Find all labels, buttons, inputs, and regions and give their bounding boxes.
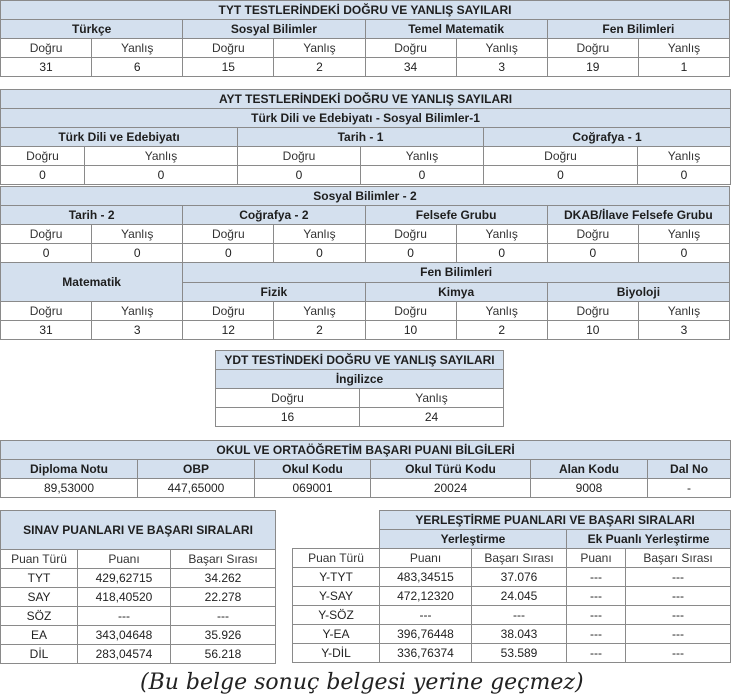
col-dogru: Doğru [1, 39, 92, 58]
sinav-header-puan: Puanı [78, 550, 171, 569]
col-dogru: Doğru [1, 302, 92, 321]
col-yanlis: Yanlış [638, 302, 729, 321]
ayt-cografya2-yanlis: 0 [274, 244, 365, 263]
ayt-group1-title: Türk Dili ve Edebiyatı - Sosyal Bilimler-1 [1, 109, 731, 128]
okul-header-obp: OBP [138, 460, 255, 479]
ayt-table-2 [0, 186, 730, 340]
ayt-subject-cografya1: Coğrafya - 1 [484, 128, 731, 147]
ayt-felsefe-yanlis: 0 [456, 244, 547, 263]
col-dogru: Doğru [365, 39, 456, 58]
tyt-table [0, 0, 730, 77]
sinav-basari-sirasi: --- [171, 607, 276, 626]
col-dogru: Doğru [1, 225, 92, 244]
yerlestirme-title: YERLEŞTİRME PUANLARI VE BAŞARI SIRALARI [380, 511, 731, 530]
yerlestirme-basari-sirasi: 37.076 [472, 568, 567, 587]
sinav-basari-sirasi: 56.218 [171, 645, 276, 664]
footer-caption: (Bu belge sonuç belgesi yerine geçmez) [140, 670, 584, 695]
yerlestirme-header-tur: Puan Türü [293, 549, 380, 568]
yerlestirme-puani: 472,12320 [380, 587, 472, 606]
okul-alan-kodu: 9008 [531, 479, 648, 498]
col-dogru: Doğru [238, 147, 361, 166]
sinav-table [0, 510, 276, 664]
col-yanlis: Yanlış [361, 147, 484, 166]
table-row [293, 606, 731, 625]
ayt-matematik-yanlis: 3 [92, 321, 183, 340]
sinav-basari-sirasi: 34.262 [171, 569, 276, 588]
col-yanlis: Yanlış [274, 225, 365, 244]
table-row [293, 644, 731, 663]
table-row [1, 588, 276, 607]
tyt-subject-turkce: Türkçe [1, 20, 183, 39]
table-row [1, 645, 276, 664]
sinav-puan-turu: DİL [1, 645, 78, 664]
ayt-dkab-dogru: 0 [547, 244, 638, 263]
yerlestirme-header-sira: Başarı Sırası [472, 549, 567, 568]
tyt-turkce-yanlis: 6 [92, 58, 183, 77]
col-dogru: Doğru [547, 39, 638, 58]
sinav-puan-turu: SÖZ [1, 607, 78, 626]
col-yanlis: Yanlış [360, 389, 504, 408]
tyt-subject-sosyal: Sosyal Bilimler [183, 20, 365, 39]
sinav-puan-turu: EA [1, 626, 78, 645]
ayt-biyoloji-yanlis: 3 [638, 321, 729, 340]
ayt-subject-edebiyat: Türk Dili ve Edebiyatı [1, 128, 238, 147]
ek-basari-sirasi: --- [626, 587, 731, 606]
okul-header-diploma: Diploma Notu [1, 460, 138, 479]
sinav-puan-turu: TYT [1, 569, 78, 588]
ayt-group2-title: Sosyal Bilimler - 2 [1, 187, 730, 206]
sinav-basari-sirasi: 35.926 [171, 626, 276, 645]
tyt-fen-dogru: 19 [547, 58, 638, 77]
col-dogru: Doğru [365, 225, 456, 244]
ydt-dogru: 16 [216, 408, 360, 427]
ayt-matematik-dogru: 31 [1, 321, 92, 340]
ayt-cografya1-dogru: 0 [484, 166, 638, 185]
col-yanlis: Yanlış [274, 39, 365, 58]
ydt-title: YDT TESTİNDEKİ DOĞRU VE YANLIŞ SAYILARI [216, 351, 504, 370]
tyt-sosyal-dogru: 15 [183, 58, 274, 77]
ek-puani: --- [567, 568, 626, 587]
yerlestirme-puan-turu: Y-SAY [293, 587, 380, 606]
ayt-kimya-dogru: 10 [365, 321, 456, 340]
yerlestirme-puan-turu: Y-EA [293, 625, 380, 644]
col-yanlis: Yanlış [638, 39, 729, 58]
ayt-fizik-dogru: 12 [183, 321, 274, 340]
yerlestirme-puani: 336,76374 [380, 644, 472, 663]
table-row [293, 587, 731, 606]
col-dogru: Doğru [1, 147, 85, 166]
sinav-puani: 418,40520 [78, 588, 171, 607]
sinav-title: SINAV PUANLARI VE BAŞARI SIRALARI [1, 511, 276, 550]
ayt-dkab-yanlis: 0 [638, 244, 729, 263]
ayt-table [0, 89, 731, 185]
ek-puani: --- [567, 587, 626, 606]
yerlestirme-group1: Yerleştirme [380, 530, 567, 549]
table-row [293, 568, 731, 587]
ayt-subject-dkab: DKAB/İlave Felsefe Grubu [547, 206, 729, 225]
ayt-subject-fizik: Fizik [183, 282, 365, 302]
ek-basari-sirasi: --- [626, 644, 731, 663]
col-dogru: Doğru [216, 389, 360, 408]
ayt-subject-cografya2: Coğrafya - 2 [183, 206, 365, 225]
col-yanlis: Yanlış [456, 302, 547, 321]
ydt-subject: İngilizce [216, 370, 504, 389]
col-dogru: Doğru [183, 39, 274, 58]
tyt-title: TYT TESTLERİNDEKİ DOĞRU VE YANLIŞ SAYILARI [1, 1, 730, 20]
tyt-turkce-dogru: 31 [1, 58, 92, 77]
okul-header-dal-no: Dal No [648, 460, 731, 479]
ayt-biyoloji-dogru: 10 [547, 321, 638, 340]
ayt-fizik-yanlis: 2 [274, 321, 365, 340]
col-dogru: Doğru [365, 302, 456, 321]
ayt-subject-matematik: Matematik [1, 263, 183, 302]
ayt-tarih1-dogru: 0 [238, 166, 361, 185]
table-row [1, 626, 276, 645]
table-row [1, 607, 276, 626]
yerlestirme-basari-sirasi: --- [472, 606, 567, 625]
ydt-table [215, 350, 504, 427]
tyt-subject-matematik: Temel Matematik [365, 20, 547, 39]
col-yanlis: Yanlış [92, 225, 183, 244]
ek-basari-sirasi: --- [626, 606, 731, 625]
sinav-puan-turu: SAY [1, 588, 78, 607]
col-yanlis: Yanlış [85, 147, 238, 166]
yerlestirme-puan-turu: Y-TYT [293, 568, 380, 587]
ayt-tarih2-dogru: 0 [1, 244, 92, 263]
col-dogru: Doğru [547, 225, 638, 244]
yerlestirme-puani: 396,76448 [380, 625, 472, 644]
ayt-fen-title: Fen Bilimleri [183, 263, 730, 283]
ek-puani: --- [567, 644, 626, 663]
sinav-header-tur: Puan Türü [1, 550, 78, 569]
yerlestirme-basari-sirasi: 53.589 [472, 644, 567, 663]
okul-kodu: 069001 [255, 479, 371, 498]
okul-dal-no: - [648, 479, 731, 498]
col-yanlis: Yanlış [456, 39, 547, 58]
col-dogru: Doğru [484, 147, 638, 166]
ek-basari-sirasi: --- [626, 568, 731, 587]
yerlestirme-puan-turu: Y-DİL [293, 644, 380, 663]
col-yanlis: Yanlış [274, 302, 365, 321]
ayt-cografya2-dogru: 0 [183, 244, 274, 263]
ydt-yanlis: 24 [360, 408, 504, 427]
ayt-tarih2-yanlis: 0 [92, 244, 183, 263]
ayt-kimya-yanlis: 2 [456, 321, 547, 340]
col-dogru: Doğru [183, 302, 274, 321]
ek-puani: --- [567, 606, 626, 625]
yerlestirme-basari-sirasi: 24.045 [472, 587, 567, 606]
yerlestirme-puan-turu: Y-SÖZ [293, 606, 380, 625]
okul-obp: 447,65000 [138, 479, 255, 498]
yerlestirme-table [292, 510, 731, 663]
table-row [1, 569, 276, 588]
tyt-matematik-yanlis: 3 [456, 58, 547, 77]
ayt-tarih1-yanlis: 0 [361, 166, 484, 185]
ayt-subject-tarih1: Tarih - 1 [238, 128, 484, 147]
okul-header-okul-turu: Okul Türü Kodu [371, 460, 531, 479]
okul-header-alan-kodu: Alan Kodu [531, 460, 648, 479]
col-dogru: Doğru [183, 225, 274, 244]
yerlestirme-header-ek-sira: Başarı Sırası [626, 549, 731, 568]
yerlestirme-header-puan: Puanı [380, 549, 472, 568]
sinav-puani: 429,62715 [78, 569, 171, 588]
yerlestirme-puani: --- [380, 606, 472, 625]
yerlestirme-basari-sirasi: 38.043 [472, 625, 567, 644]
col-yanlis: Yanlış [456, 225, 547, 244]
col-yanlis: Yanlış [92, 302, 183, 321]
okul-diploma-notu: 89,53000 [1, 479, 138, 498]
ayt-subject-tarih2: Tarih - 2 [1, 206, 183, 225]
yerlestirme-header-ek-puan: Puanı [567, 549, 626, 568]
okul-turu-kodu: 20024 [371, 479, 531, 498]
yerlestirme-puani: 483,34515 [380, 568, 472, 587]
tyt-fen-yanlis: 1 [638, 58, 729, 77]
ayt-edebiyat-dogru: 0 [1, 166, 85, 185]
sinav-basari-sirasi: 22.278 [171, 588, 276, 607]
ek-basari-sirasi: --- [626, 625, 731, 644]
okul-title: OKUL VE ORTAÖĞRETİM BAŞARI PUANI BİLGİLERİ [1, 441, 731, 460]
col-yanlis: Yanlış [92, 39, 183, 58]
sinav-puani: --- [78, 607, 171, 626]
col-yanlis: Yanlış [638, 225, 729, 244]
tyt-subject-fen: Fen Bilimleri [547, 20, 729, 39]
sinav-puani: 283,04574 [78, 645, 171, 664]
col-yanlis: Yanlış [638, 147, 731, 166]
ayt-subject-biyoloji: Biyoloji [547, 282, 729, 302]
yerlestirme-corner [293, 511, 380, 549]
ayt-edebiyat-yanlis: 0 [85, 166, 238, 185]
okul-table [0, 440, 731, 498]
ayt-cografya1-yanlis: 0 [638, 166, 731, 185]
sinav-puani: 343,04648 [78, 626, 171, 645]
ayt-subject-felsefe: Felsefe Grubu [365, 206, 547, 225]
ayt-title: AYT TESTLERİNDEKİ DOĞRU VE YANLIŞ SAYILARI [1, 90, 731, 109]
ek-puani: --- [567, 625, 626, 644]
table-row [293, 625, 731, 644]
tyt-sosyal-yanlis: 2 [274, 58, 365, 77]
yerlestirme-group2: Ek Puanlı Yerleştirme [567, 530, 731, 549]
tyt-matematik-dogru: 34 [365, 58, 456, 77]
ayt-subject-kimya: Kimya [365, 282, 547, 302]
sinav-header-sira: Başarı Sırası [171, 550, 276, 569]
col-dogru: Doğru [547, 302, 638, 321]
ayt-felsefe-dogru: 0 [365, 244, 456, 263]
okul-header-okul-kodu: Okul Kodu [255, 460, 371, 479]
